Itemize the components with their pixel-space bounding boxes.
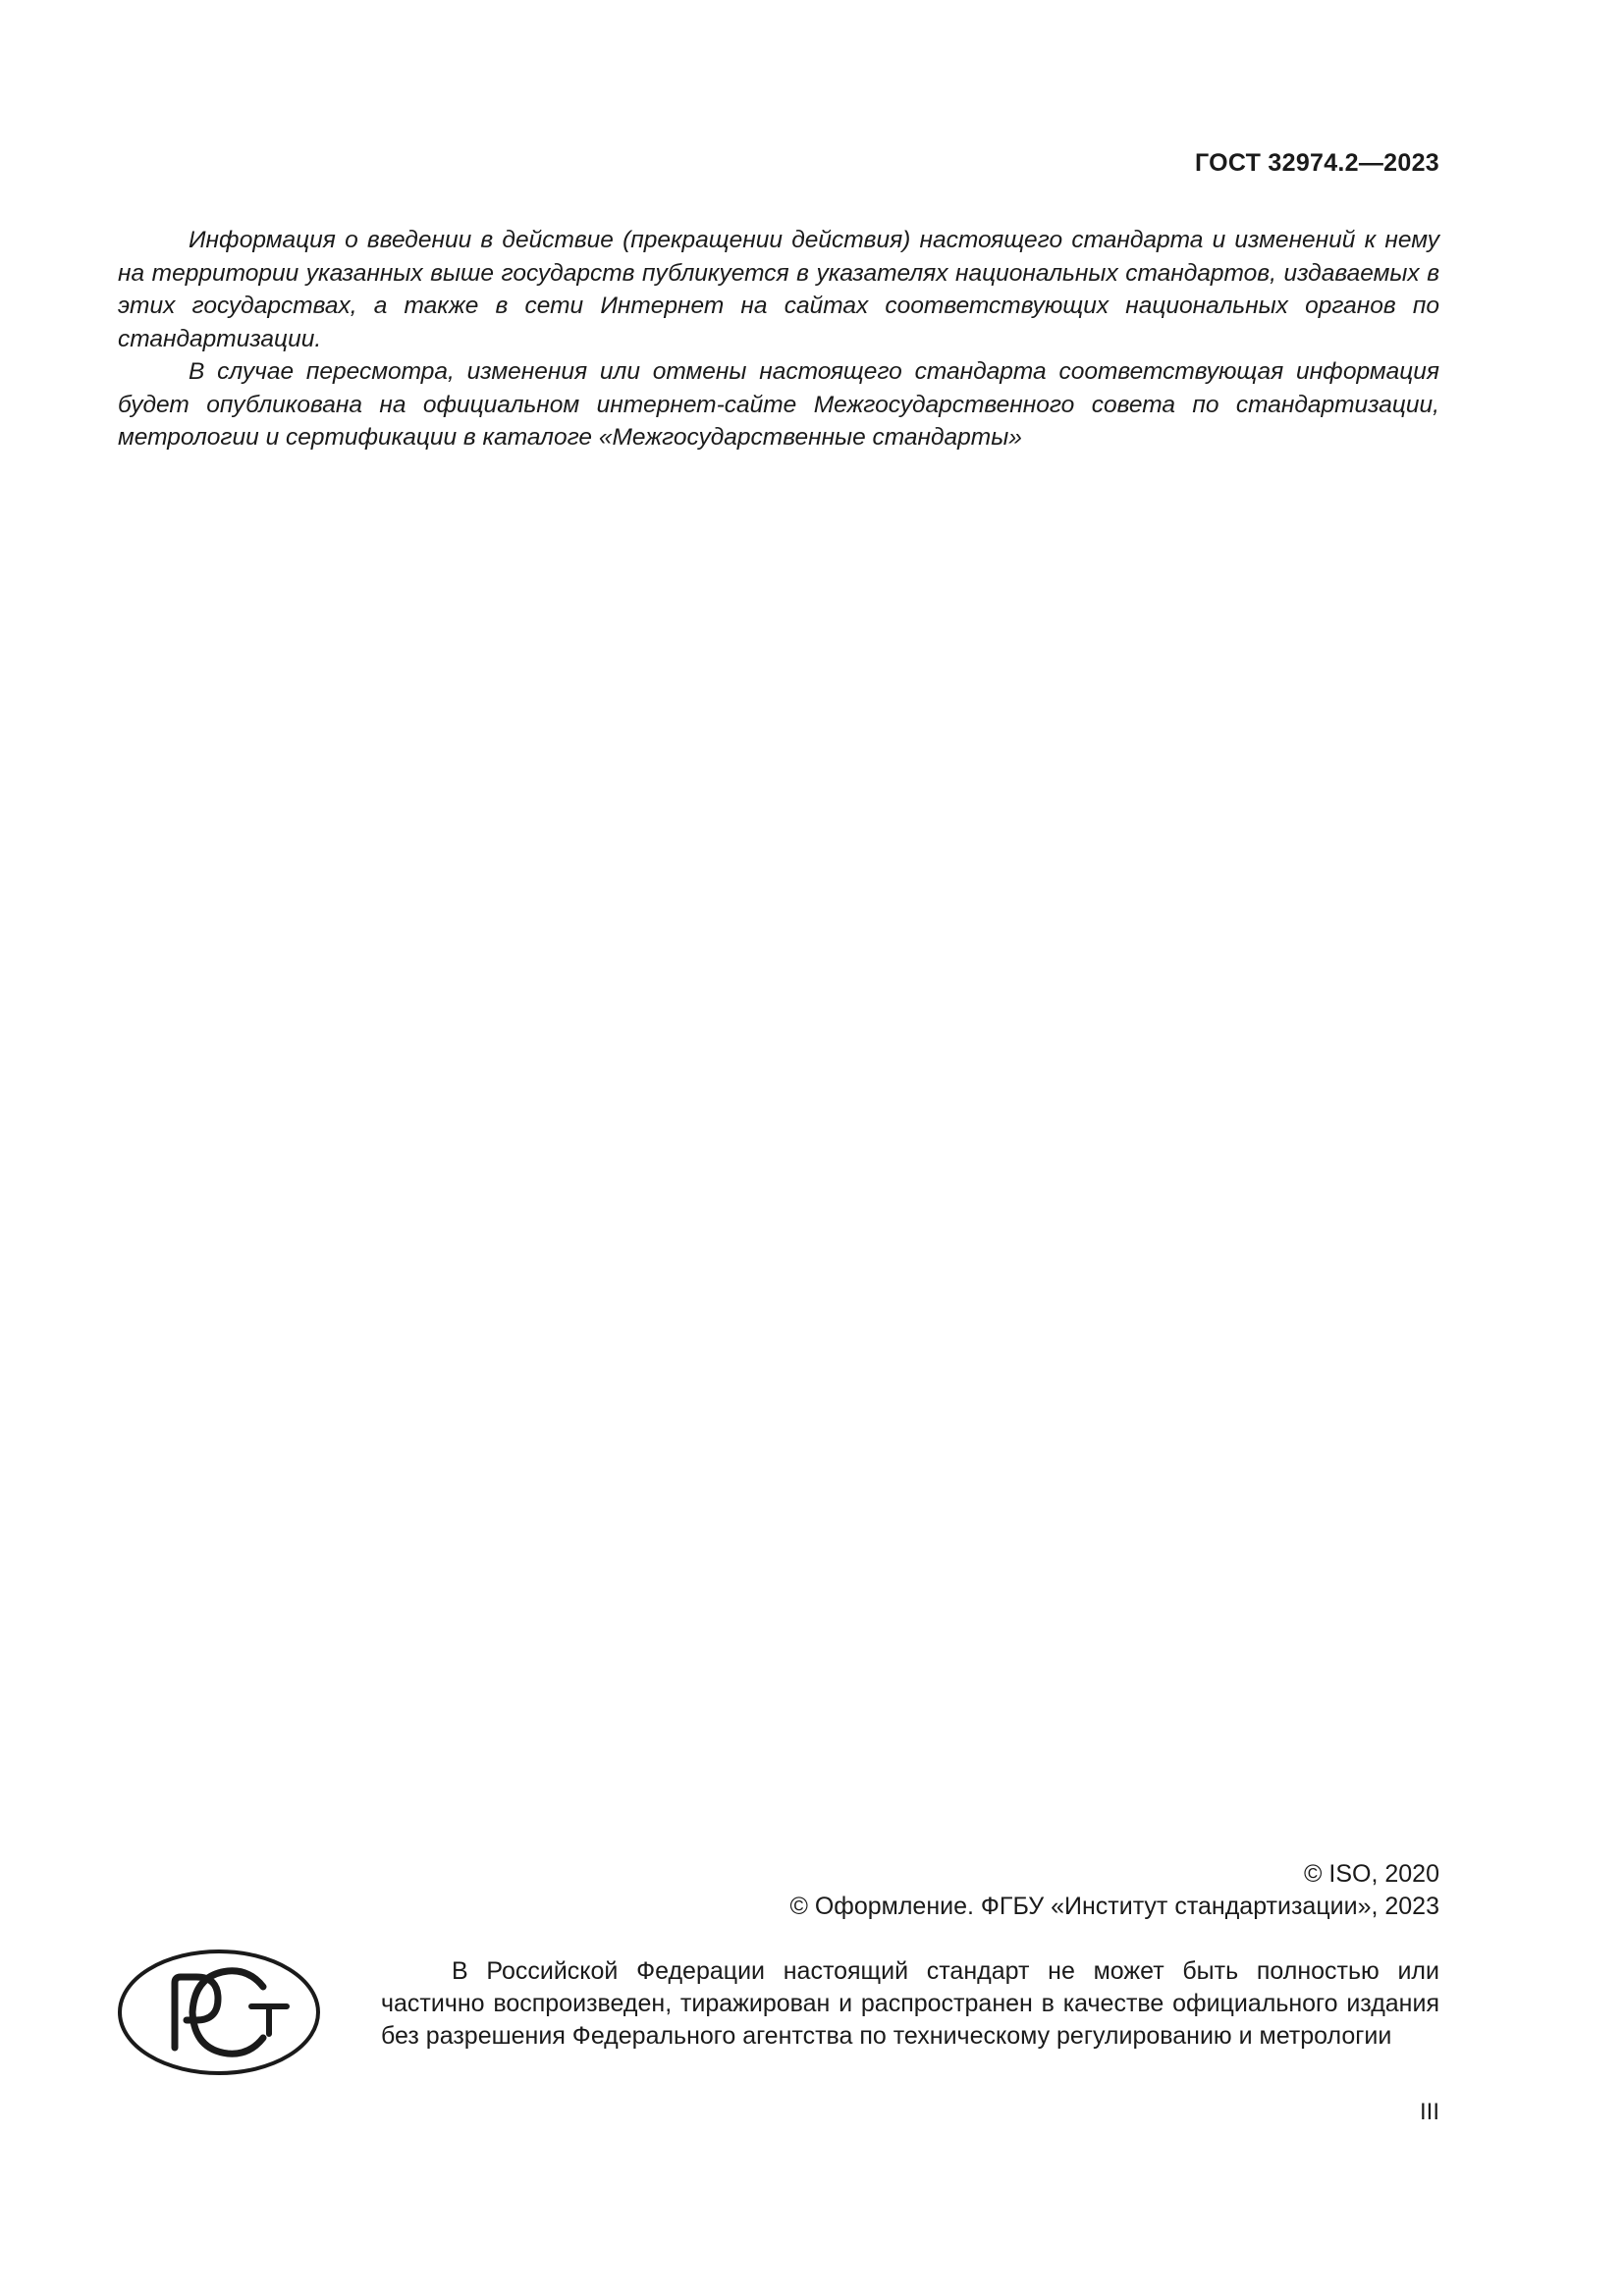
rst-mark-icon (116, 1948, 322, 2077)
reproduction-notice-text: В Российской Федерации настоящий стандарт не может быть полностью или частично воспроизведен, тиражирован и распространен в качестве официального издания без разрешения Федерального агентства по техническому регулированию и метрологии (381, 1957, 1439, 2050)
page-number: III (1419, 2099, 1439, 2125)
copyright-iso: © ISO, 2020 (1304, 1860, 1439, 1888)
copyright-design: © Оформление. ФГБУ «Институт стандартизации», 2023 (789, 1893, 1439, 1920)
copyright-block (789, 1858, 1439, 1923)
standard-code: ГОСТ 32974.2—2023 (1194, 149, 1439, 177)
intro-paragraph-info: Информация о введении в действие (прекращении действия) настоящего стандарта и изменений к нему на территории указанных выше государств публикуется в указателях национальных стандартов, издаваемых в этих государствах, а также в сети Интернет на сайтах соответствующих национальных органов по стандартизации. (118, 227, 1439, 352)
intro-section (118, 224, 1439, 454)
reproduction-notice (381, 1955, 1439, 2053)
intro-paragraph-revision: В случае пересмотра, изменения или отмены настоящего стандарта соответствующая информация будет опубликована на официальном интернет-сайте Межгосударственного совета по стандартизации, метрологии и сертификации в каталоге «Межгосударственные стандарты» (118, 358, 1439, 451)
